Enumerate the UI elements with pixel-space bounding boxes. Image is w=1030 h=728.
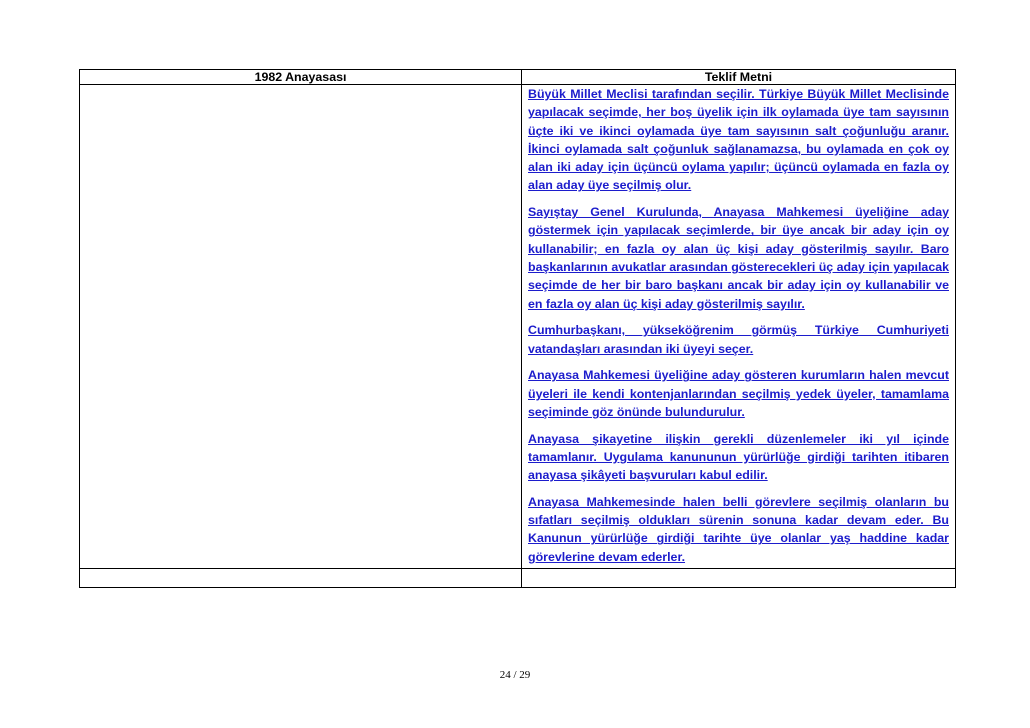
left-cell-empty: [80, 85, 522, 569]
page-number: 24 / 29: [499, 669, 531, 681]
column-header-1982-constitution: 1982 Anayasası: [80, 70, 522, 85]
header-row: [80, 70, 956, 85]
paragraph-constitutional-complaint: Anayasa şikayetine ilişkin gerekli düzenlemeler iki yıl içinde tamamlanır. Uygulama kanununun yürürlüğe girdiği tarihten itibaren anayasa şikâyeti başvuruları kabul edilir.: [528, 431, 949, 483]
empty-right-cell: [522, 569, 956, 588]
paragraph-president-selection: Cumhurbaşkanı, yükseköğrenim görmüş Türkiye Cumhuriyeti vatandaşları arasından iki üyeyi seçer.: [528, 323, 949, 356]
content-row: [80, 85, 956, 569]
right-cell-proposal: [522, 85, 956, 569]
paragraph-current-members: Anayasa Mahkemesinde halen belli görevlere seçilmiş olanların bu sıfatları seçilmiş oldukları sürenin sonuna kadar devam eder. Bu Kanunun yürürlüğe girdiği tarihte üye olanlar yaş haddine kadar görevlerine devam ederler.: [528, 494, 949, 564]
column-header-proposal-text: Teklif Metni: [522, 70, 956, 85]
empty-left-cell: [80, 569, 522, 588]
empty-row: [80, 569, 956, 588]
paragraph-sayistay-baro-votes: Sayıştay Genel Kurulunda, Anayasa Mahkemesi üyeliğine aday göstermek için yapılacak seçimlerde, bir üye ancak bir aday için oy kullanabilir; en fazla oy alan üç kişi aday gösterilmiş sayılır. Baro başkanlarının avukatlar arasından gösterecekleri üç aday için yapılacak seçimde de her bir baro başkanı ancak bir aday için oy kullanabilir ve en fazla oy alan üç kişi aday gösterilmiş sayılır.: [528, 205, 949, 311]
paragraph-reserve-members: Anayasa Mahkemesi üyeliğine aday gösteren kurumların halen mevcut üyeleri ile kendi kontenjanlarından seçilmiş yedek üyeler, tamamlama seçiminde göz önünde bulundurulur.: [528, 368, 949, 419]
paragraph-election-procedure: Büyük Millet Meclisi tarafından seçilir. Türkiye Büyük Millet Meclisinde yapılacak seçimde, her boş üyelik için ilk oylamada üye tam sayısının üçte iki ve ikinci oylamada üye tam sayısının salt çoğunluğu aranır. İkinci oylamada salt çoğunluk sağlanamazsa, bu oylamada en çok oy alan iki aday için üçüncü oylama yapılır; üçüncü oylamada en fazla oy alan aday üye seçilmiş olur.: [528, 87, 949, 193]
comparison-table: [79, 69, 956, 588]
